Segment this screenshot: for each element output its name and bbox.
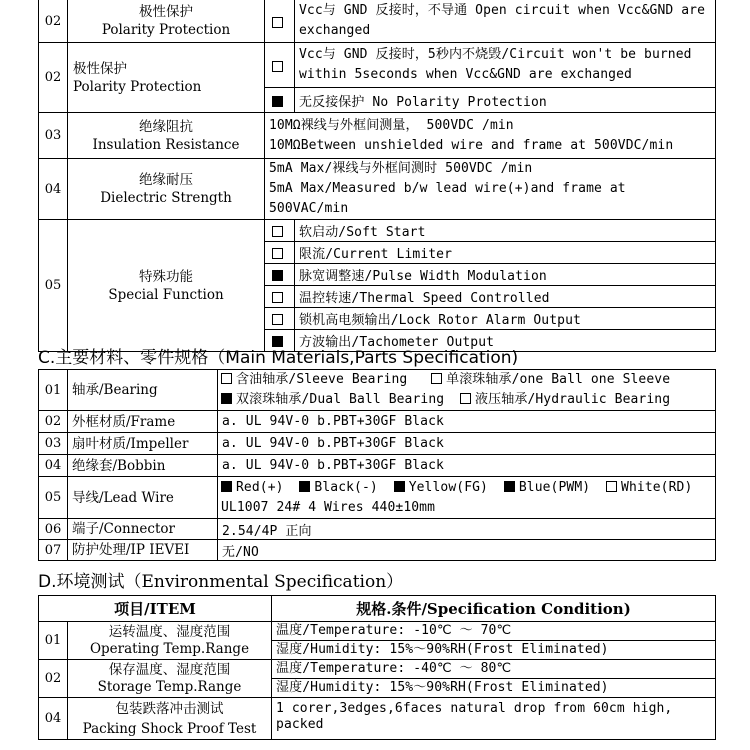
spec-line: 温度/Temperature: -10℃ ～ 70℃ xyxy=(272,622,715,641)
item-name-cn: 极性保护 xyxy=(73,60,127,77)
item-name-en: Dielectric Strength xyxy=(100,190,232,206)
option-text: 液压轴承/Hydraulic Bearing xyxy=(475,392,671,407)
checkbox-checked-icon[interactable] xyxy=(504,481,515,492)
checkbox-checked-icon[interactable] xyxy=(394,481,405,492)
item-cell xyxy=(68,113,265,159)
wire-color-text: Black(-) xyxy=(314,479,378,495)
checkbox-cell xyxy=(265,43,295,88)
electrical-spec-table xyxy=(38,0,716,352)
option-text: 双滚珠轴承/Dual Ball Bearing xyxy=(236,392,445,407)
checkbox-empty-icon[interactable] xyxy=(272,17,283,28)
row-number: 03 xyxy=(39,433,68,455)
checkbox-cell xyxy=(265,242,295,264)
checkbox-empty-icon[interactable] xyxy=(272,314,283,325)
option-text: 含油轴承/Sleeve Bearing xyxy=(236,372,408,387)
row-number: 01 xyxy=(39,370,68,411)
item-cell xyxy=(68,43,265,113)
section-c-title-en: （Main Materials,Parts Specification) xyxy=(208,348,519,368)
spec-cell xyxy=(218,370,716,411)
spec-line: 5mA Max/Measured b/w lead wire(+)and frame at 500VAC/min xyxy=(269,181,626,216)
wire-color-text: White(RD) xyxy=(621,479,693,495)
item-cell xyxy=(68,660,272,698)
checkbox-empty-icon[interactable] xyxy=(606,481,617,492)
wire-color-text: Blue(PWM) xyxy=(518,479,591,495)
item-cell xyxy=(68,0,265,43)
checkbox-cell xyxy=(265,286,295,308)
item-name: 防护处理/IP IEVEI xyxy=(68,540,218,561)
row-number: 02 xyxy=(39,0,68,43)
option-text: Vcc与 GND 反接时，不导通 Open circuit when Vcc&GND are exchanged xyxy=(295,0,716,43)
spec-cell xyxy=(218,477,716,519)
row-number: 05 xyxy=(39,220,68,352)
option-text: 单滚珠轴承/one Ball one Sleeve xyxy=(446,372,671,387)
row-number: 04 xyxy=(39,455,68,477)
spec-line: 湿度/Humidity: 15%～90%RH(Frost Eliminated) xyxy=(276,680,609,695)
item-name: 绝缘套/Bobbin xyxy=(68,455,218,477)
spec-text: 无/NO xyxy=(218,540,716,561)
spec-line: 湿度/Humidity: 15%～90%RH(Frost Eliminated) xyxy=(276,642,609,657)
row-number: 06 xyxy=(39,519,68,540)
item-cell xyxy=(68,159,265,220)
item-name-cn: 绝缘耐压 xyxy=(139,172,193,188)
row-number: 02 xyxy=(39,660,68,698)
section-c-heading xyxy=(38,343,518,368)
item-name: 端子/Connector xyxy=(68,519,218,540)
spec-text: a. UL 94V-0 b.PBT+30GF Black xyxy=(218,433,716,455)
option-text: 限流/Current Limiter xyxy=(295,242,716,264)
row-number: 07 xyxy=(39,540,68,561)
item-name: 轴承/Bearing xyxy=(68,370,218,411)
materials-table xyxy=(38,369,716,561)
wire-spec: UL1007 24# 4 Wires 440±10mm xyxy=(221,499,436,515)
item-cell xyxy=(68,698,272,740)
checkbox-cell xyxy=(265,0,295,43)
row-number: 02 xyxy=(39,411,68,433)
item-name-en: Insulation Resistance xyxy=(92,136,240,153)
item-name-en: Polarity Protection xyxy=(101,22,231,38)
checkbox-cell xyxy=(265,88,295,113)
spec-text: 1 corer,3edges,6faces natural drop from 60cm high, packed xyxy=(272,698,716,740)
wire-color-text: Red(+) xyxy=(236,479,284,495)
section-d-title-en: （Environmental Specification） xyxy=(124,572,404,592)
option-text: 温控转速/Thermal Speed Controlled xyxy=(295,286,716,308)
item-name: 外框材质/Frame xyxy=(68,411,218,433)
checkbox-empty-icon[interactable] xyxy=(221,373,232,384)
spec-line: 10MΩ裸线与外框间测量， 500VDC /min xyxy=(269,117,514,133)
checkbox-checked-icon[interactable] xyxy=(221,481,232,492)
row-number: 04 xyxy=(39,159,68,220)
spec-cell xyxy=(272,622,716,660)
checkbox-checked-icon[interactable] xyxy=(272,270,283,281)
checkbox-empty-icon[interactable] xyxy=(431,373,442,384)
option-text: 软启动/Soft Start xyxy=(295,220,716,242)
row-number: 03 xyxy=(39,113,68,159)
section-d-title-cn: D.环境测试 xyxy=(38,572,125,592)
checkbox-checked-icon[interactable] xyxy=(299,481,310,492)
checkbox-cell xyxy=(265,220,295,242)
spec-cell xyxy=(265,159,716,220)
checkbox-checked-icon[interactable] xyxy=(272,96,283,107)
header-spec: 规格.条件/Specification Condition) xyxy=(272,596,716,622)
wire-colors-line xyxy=(221,478,711,498)
item-name-cn: 极性保护 xyxy=(139,4,193,20)
checkbox-empty-icon[interactable] xyxy=(460,393,471,404)
item-name: 导线/Lead Wire xyxy=(68,477,218,519)
checkbox-empty-icon[interactable] xyxy=(272,226,283,237)
checkbox-empty-icon[interactable] xyxy=(272,248,283,259)
spec-line: 10MΩBetween unshielded wire and frame at 500VDC/min xyxy=(269,137,674,153)
bearing-options-line xyxy=(221,370,711,390)
option-text: 无反接保护 No Polarity Protection xyxy=(295,88,716,113)
item-name-en: Polarity Protection xyxy=(73,78,202,95)
environmental-table xyxy=(38,595,716,740)
row-number: 04 xyxy=(39,698,68,740)
spec-cell xyxy=(265,113,716,159)
section-c-title-cn: C.主要材料、零件规格 xyxy=(38,348,209,368)
item-cell xyxy=(68,622,272,660)
option-text: 脉宽调整速/Pulse Width Modulation xyxy=(295,264,716,286)
section-d-heading xyxy=(38,567,403,592)
spec-cell xyxy=(272,660,716,698)
row-number: 02 xyxy=(39,43,68,113)
item-name-cn: 包装跌落冲击测试 xyxy=(115,700,224,717)
item-name-en: Operating Temp.Range xyxy=(89,640,250,657)
item-name-cn: 保存温度、湿度范围 xyxy=(108,661,231,678)
wire-color-text: Yellow(FG) xyxy=(408,479,488,495)
checkbox-cell xyxy=(265,308,295,330)
checkbox-empty-icon[interactable] xyxy=(272,292,283,303)
spec-line: 5mA Max/裸线与外框间测时 500VDC /min xyxy=(269,161,533,176)
spec-text: a. UL 94V-0 b.PBT+30GF Black xyxy=(218,411,716,433)
checkbox-empty-icon[interactable] xyxy=(272,61,283,72)
checkbox-checked-icon[interactable] xyxy=(221,393,232,404)
spec-text: 2.54/4P 正向 xyxy=(218,519,716,540)
row-number: 05 xyxy=(39,477,68,519)
item-name: 扇叶材质/Impeller xyxy=(68,433,218,455)
header-item: 项目/ITEM xyxy=(39,596,272,622)
spec-text: a. UL 94V-0 b.PBT+30GF Black xyxy=(218,455,716,477)
option-text: 锁机高电频输出/Lock Rotor Alarm Output xyxy=(295,308,716,330)
option-text: Vcc与 GND 反接时，5秒内不烧毁/Circuit won't be burned within 5seconds when Vcc&GND are exchanged xyxy=(295,43,716,88)
item-cell xyxy=(68,220,265,352)
row-number: 01 xyxy=(39,622,68,660)
checkbox-cell xyxy=(265,264,295,286)
item-name-en: Packing Shock Proof Test xyxy=(82,720,257,737)
item-name-en: Storage Temp.Range xyxy=(97,678,242,695)
item-name-cn: 绝缘阻抗 xyxy=(139,118,193,135)
spec-line: 温度/Temperature: -40℃ ～ 80℃ xyxy=(272,660,715,679)
option-text: 方波输出/Tachometer Output xyxy=(295,330,716,352)
item-name-cn: 运转温度、湿度范围 xyxy=(108,623,231,640)
bearing-options-line xyxy=(221,390,711,410)
item-name-en: Special Function xyxy=(108,286,224,303)
item-name-cn: 特殊功能 xyxy=(139,268,193,285)
